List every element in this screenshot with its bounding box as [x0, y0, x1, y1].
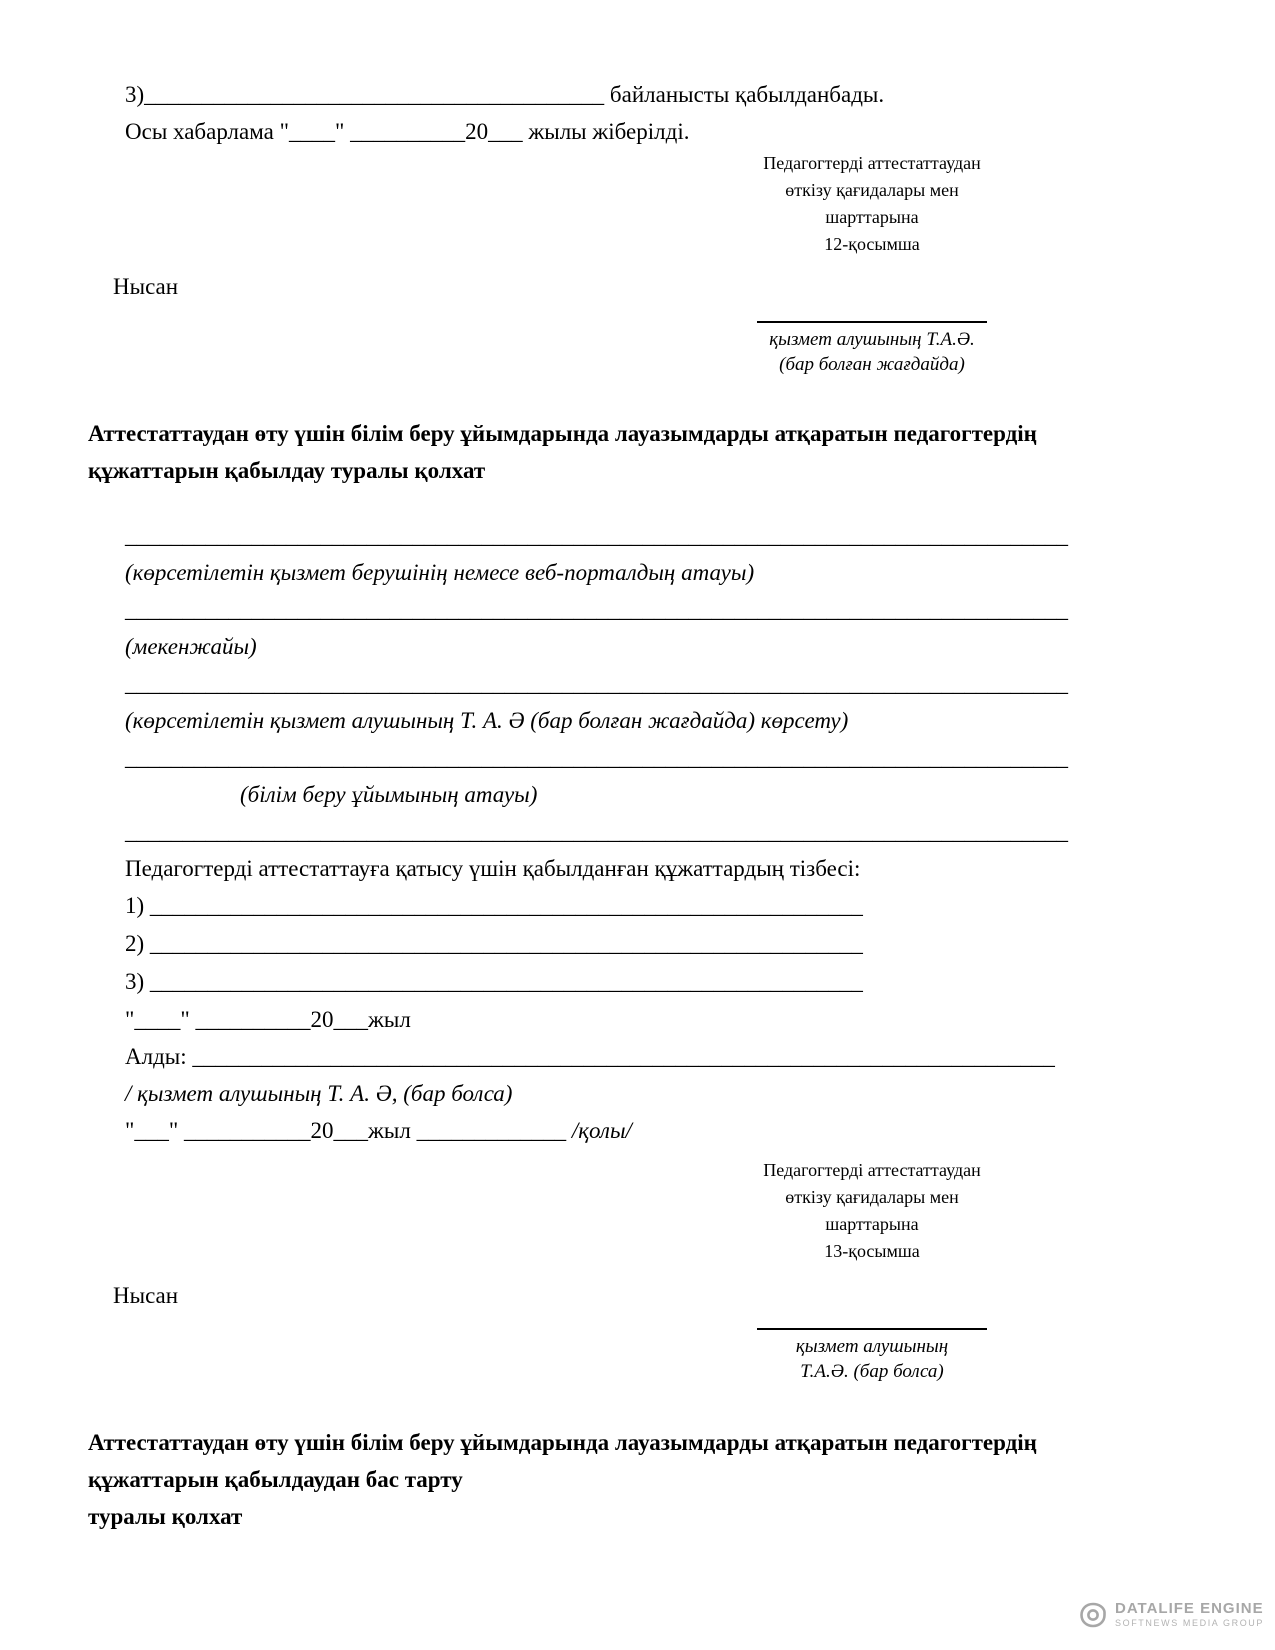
doc-item-3 [125, 963, 1235, 1001]
date-signature-line [125, 1112, 1235, 1149]
received-by-caption: / қызмет алушының Т. А. Ә, (бар болса) [125, 1081, 513, 1106]
signature-caption-line: қызмет алушының [795, 1336, 949, 1357]
notice-reject-blank: ________________________________________ [144, 82, 605, 107]
doc-item-number: 1) [125, 893, 150, 918]
received-by-line: Алды: ___________________________________________________________________________ [125, 1044, 1055, 1069]
docs-list-label: Педагогтерді аттестаттауға қатысу үшін қабылданған құжаттардың тізбесі: [125, 856, 861, 881]
datalife-eye-icon [1078, 1600, 1108, 1630]
date-blank-line: "____" __________20___жыл [125, 1007, 411, 1032]
notice-reject-line [125, 0, 1235, 113]
datalife-logo-title: DATALIFE ENGINE [1115, 1600, 1264, 1617]
date-signature-regular: "___" ___________20___жыл _____________ [125, 1118, 572, 1143]
signature-caption-line: Т.А.Ә. (бар болса) [800, 1361, 944, 1382]
doc-item-blank: ______________________________________________________________ [149, 969, 863, 994]
caption-organization: (білім беру ұйымының атауы) [240, 782, 538, 807]
receipt-accept-title [88, 415, 1245, 489]
receipt-refuse-title [88, 1424, 1245, 1535]
appendix-note-line: шарттарына [825, 1214, 919, 1234]
appendix-note-line: өткізу қағидалары мен [785, 1187, 959, 1207]
appendix-12-note [707, 150, 1037, 258]
title-line: Аттестаттаудан өту үшін білім беру ұйымдарында лауазымдарды атқаратын педагогтердің [88, 421, 1037, 446]
appendix-note-line: 13-қосымша [824, 1241, 920, 1261]
signature-slash-label: /қолы/ [571, 1118, 632, 1143]
appendix-note-line: Педагогтерді аттестаттаудан [763, 153, 981, 173]
title-line: құжаттарын қабылдау туралы қолхат [88, 458, 486, 483]
appendix-note-line: Педагогтерді аттестаттаудан [763, 1160, 981, 1180]
form-label: Нысан [113, 274, 179, 299]
title-line: Аттестаттаудан өту үшін білім беру ұйымдарында лауазымдарды атқаратын педагогтердің [88, 1430, 1037, 1455]
doc-item-blank: ______________________________________________________________ [149, 893, 863, 918]
doc-item-blank: ______________________________________________________________ [149, 931, 863, 956]
notice-reject-number: 3) [125, 82, 145, 107]
datalife-engine-logo [1078, 1600, 1264, 1630]
signature-caption-line: қызмет алушының Т.А.Ә. [769, 329, 975, 350]
signature-caption-line: (бар болған жағдайда) [779, 354, 965, 375]
appendix-13-note [707, 1157, 1037, 1265]
notice-reject-suffix: байланысты қабылданбады. [604, 82, 885, 107]
blank-field-recipient: __________________________________________________________________________________ [125, 671, 1068, 696]
blank-field-address: __________________________________________________________________________________ [125, 597, 1068, 622]
doc-item-2 [125, 925, 1235, 963]
blank-field-extra: __________________________________________________________________________________ [125, 819, 1068, 844]
caption-address: (мекенжайы) [125, 634, 257, 659]
doc-item-number: 3) [125, 969, 150, 994]
blank-field-provider: __________________________________________________________________________________ [125, 523, 1068, 548]
doc-item-number: 2) [125, 931, 150, 956]
signature-block-1 [707, 321, 1037, 377]
datalife-logo-texts [1115, 1600, 1264, 1629]
title-line: құжаттарын қабылдаудан бас тарту [88, 1467, 463, 1492]
appendix-note-line: шарттарына [825, 207, 919, 227]
caption-provider: (көрсетілетін қызмет берушінің немесе веб-порталдың атауы) [125, 560, 755, 585]
datalife-logo-subtitle: SOFTNEWS MEDIA GROUP [1115, 1618, 1265, 1628]
signature-block-2 [707, 1328, 1037, 1384]
doc-item-1 [125, 887, 1235, 925]
notice-sent-line: Осы хабарлама "____" __________20___ жылы жіберілді. [125, 119, 690, 144]
form-label: Нысан [113, 1283, 179, 1308]
appendix-note-line: өткізу қағидалары мен [785, 180, 959, 200]
caption-recipient: (көрсетілетін қызмет алушының Т. А. Ә (бар болған жағдайда) көрсету) [125, 708, 849, 733]
blank-field-organization: __________________________________________________________________________________ [125, 745, 1068, 770]
title-line: туралы қолхат [88, 1504, 243, 1529]
appendix-note-line: 12-қосымша [824, 234, 920, 254]
